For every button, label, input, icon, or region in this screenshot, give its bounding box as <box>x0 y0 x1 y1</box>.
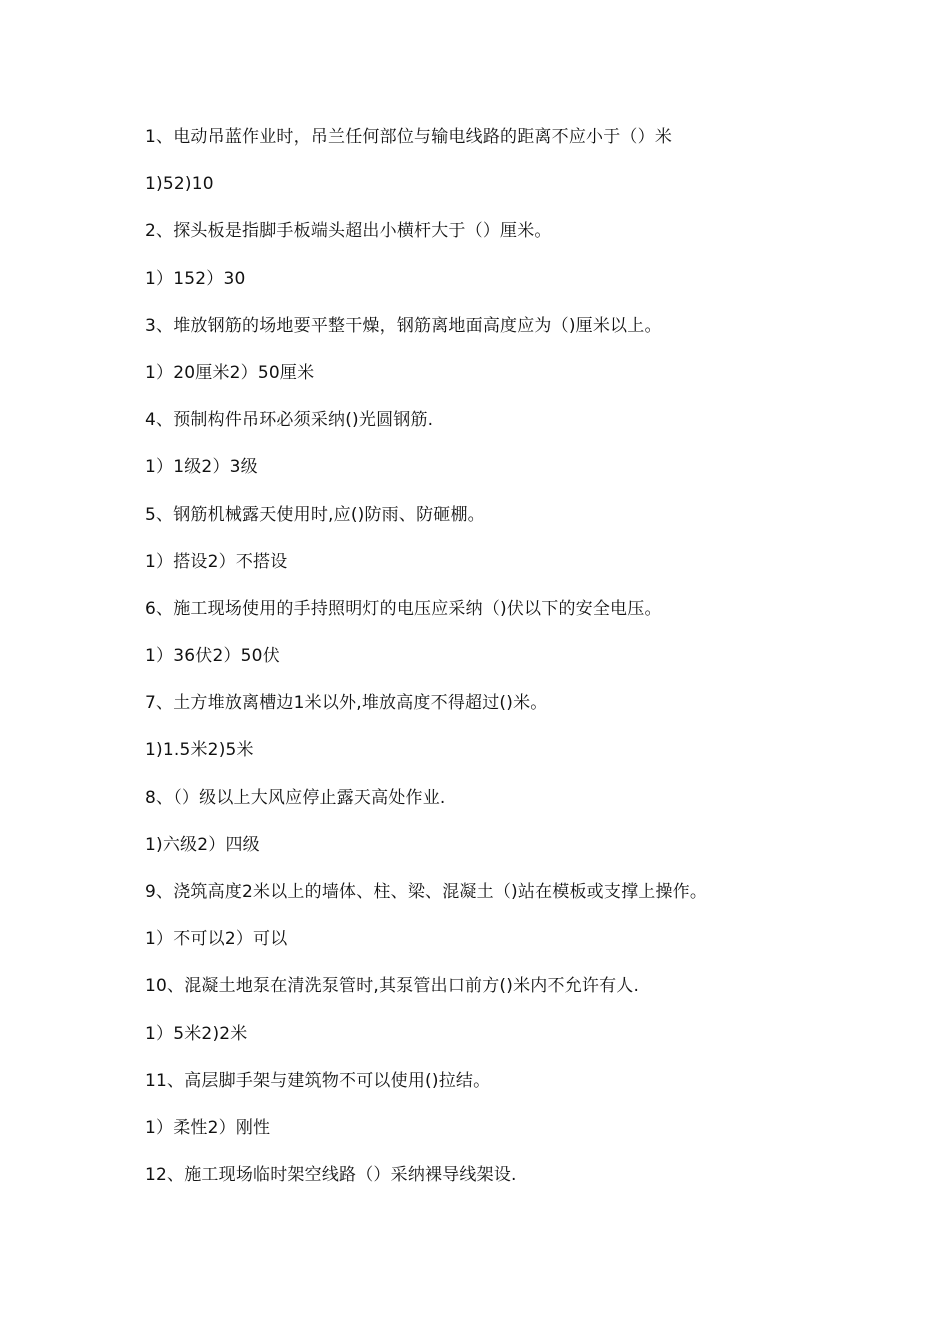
options-11: 1）柔性2）刚性 <box>145 1117 271 1138</box>
question-7: 7、土方堆放离槽边1米以外,堆放高度不得超过()米。 <box>145 693 548 714</box>
question-1: 1、电动吊蓝作业时，吊兰任何部位与输电线路的距离不应小于（）米 <box>145 127 673 147</box>
options-9: 1）不可以2）可以 <box>145 929 288 950</box>
question-8: 8、（）级以上大风应停止露天高处作业. <box>145 787 446 808</box>
options-2: 1）152）30 <box>145 268 246 289</box>
options-7: 1)1.5米2)5米 <box>145 740 254 761</box>
options-4: 1）1级2）3级 <box>145 457 258 478</box>
question-3: 3、堆放钢筋的场地要平整干燥，钢筋离地面高度应为（)厘米以上。 <box>145 315 662 336</box>
question-2: 2、探头板是指脚手板端头超出小横杆大于（）厘米。 <box>145 221 552 242</box>
question-4: 4、预制构件吊环必须采纳()光圆钢筋. <box>145 410 434 431</box>
options-3: 1）20厘米2）50厘米 <box>145 362 315 383</box>
question-6: 6、施工现场使用的手持照明灯的电压应采纳（)伏以下的安全电压。 <box>145 598 662 619</box>
options-8: 1)六级2）四级 <box>145 834 260 855</box>
options-1: 1)52)10 <box>145 174 214 195</box>
question-5: 5、钢筋机械露天使用时,应()防雨、防砸棚。 <box>145 504 485 525</box>
options-10: 1）5米2)2米 <box>145 1023 248 1044</box>
question-9: 9、浇筑高度2米以上的墙体、柱、梁、混凝土（)站在模板或支撑上操作。 <box>145 882 708 902</box>
options-6: 1）36伏2）50伏 <box>145 646 280 667</box>
question-10: 10、混凝土地泵在清洗泵管时,其泵管出口前方()米内不允许有人. <box>145 976 640 997</box>
question-list <box>145 124 905 1209</box>
question-11: 11、高层脚手架与建筑物不可以使用()拉结。 <box>145 1070 491 1091</box>
question-12: 12、施工现场临时架空线路（）采纳裸导线架设. <box>145 1165 517 1186</box>
options-5: 1）搭设2）不搭设 <box>145 551 288 572</box>
